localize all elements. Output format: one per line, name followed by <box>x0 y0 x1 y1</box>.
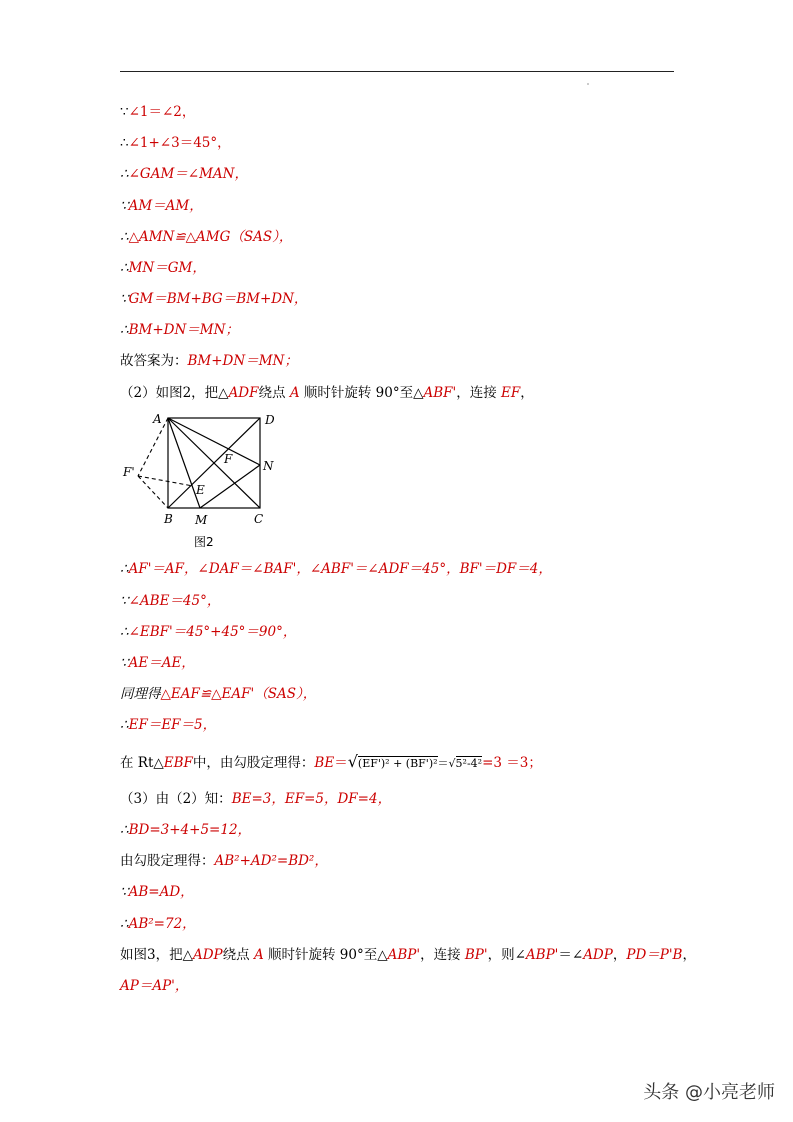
segment-mn <box>200 465 260 508</box>
label-m: M <box>195 513 208 527</box>
figure-2 <box>120 410 280 550</box>
part3-line-4: ∵AB=AD， <box>120 884 194 900</box>
proof-line-7: ∵GM＝BM+BG＝BM+DN， <box>120 291 308 307</box>
proof-line-5: ∴△AMN≌△AMG（SAS）， <box>120 229 293 245</box>
label-f-prime: F' <box>123 465 135 479</box>
label-d: D <box>265 413 275 427</box>
part3-line-1: （3）由（2）知：BE=3，EF=5，DF=4， <box>120 791 392 807</box>
figure-caption: 图2 <box>194 535 214 549</box>
proof2-line-1: ∴AF'＝AF，∠DAF＝∠BAF'，∠ABF'＝∠ADF＝45°，BF'＝DF＝4， <box>120 561 552 577</box>
proof2-line-5: 同理得△EAF≌△EAF'（SAS）， <box>120 686 317 702</box>
segment-bf-prime <box>138 476 168 508</box>
segment-ef-prime <box>138 476 193 486</box>
proof2-line-6: ∴EF＝EF＝5， <box>120 717 217 733</box>
part3-line-5: ∴AB²=72， <box>120 916 196 932</box>
label-e: E <box>196 483 205 497</box>
proof2-line-2: ∵∠ABE＝45°， <box>120 593 221 609</box>
label-a: A <box>153 412 162 426</box>
label-c: C <box>254 512 264 526</box>
watermark: 头条 @小亮老师 <box>643 1082 775 1103</box>
proof-line-4: ∵AM＝AM， <box>120 198 203 214</box>
header-rule <box>120 71 674 72</box>
proof2-line-4: ∵AE＝AE， <box>120 655 195 671</box>
segment-af-prime <box>138 418 168 476</box>
proof-line-8: ∴BM+DN＝MN； <box>120 322 239 338</box>
part3-line-2: ∴BD=3+4+5=12， <box>120 822 252 838</box>
pythagoras-line: 在 Rt△EBF中，由勾股定理得：BE＝√(EF')² + (BF')²＝√5²-4²=3 ＝3； <box>120 752 542 771</box>
page-dot <box>587 83 589 85</box>
answer-line: 故答案为：BM+DN＝MN； <box>120 353 298 369</box>
label-b: B <box>164 512 173 526</box>
label-f: F <box>224 452 233 466</box>
figure3-line: 如图3，把△ADP绕点 A 顺时针旋转 90°至△ABP'，连接 BP'，则∠ABP'＝∠ADP，PD＝P'B， <box>120 947 696 963</box>
proof-line-6: ∴MN＝GM， <box>120 260 206 276</box>
part3-line-3: 由勾股定理得：AB²+AD²=BD²， <box>120 853 328 869</box>
part2-intro: （2）如图2，把△ADF绕点 A 顺时针旋转 90°至△ABF'，连接 EF， <box>120 385 534 401</box>
figure3-line-2: AP＝AP'， <box>120 978 189 994</box>
proof2-line-3: ∴∠EBF'＝45°+45°＝90°， <box>120 624 297 640</box>
label-n: N <box>263 459 274 473</box>
proof-line-2: ∴∠1+∠3＝45°， <box>120 135 231 151</box>
figure-2-diagram <box>120 410 280 550</box>
proof-line-1: ∵∠1＝∠2， <box>120 104 196 120</box>
proof-line-3: ∴∠GAM＝∠MAN， <box>120 166 248 182</box>
